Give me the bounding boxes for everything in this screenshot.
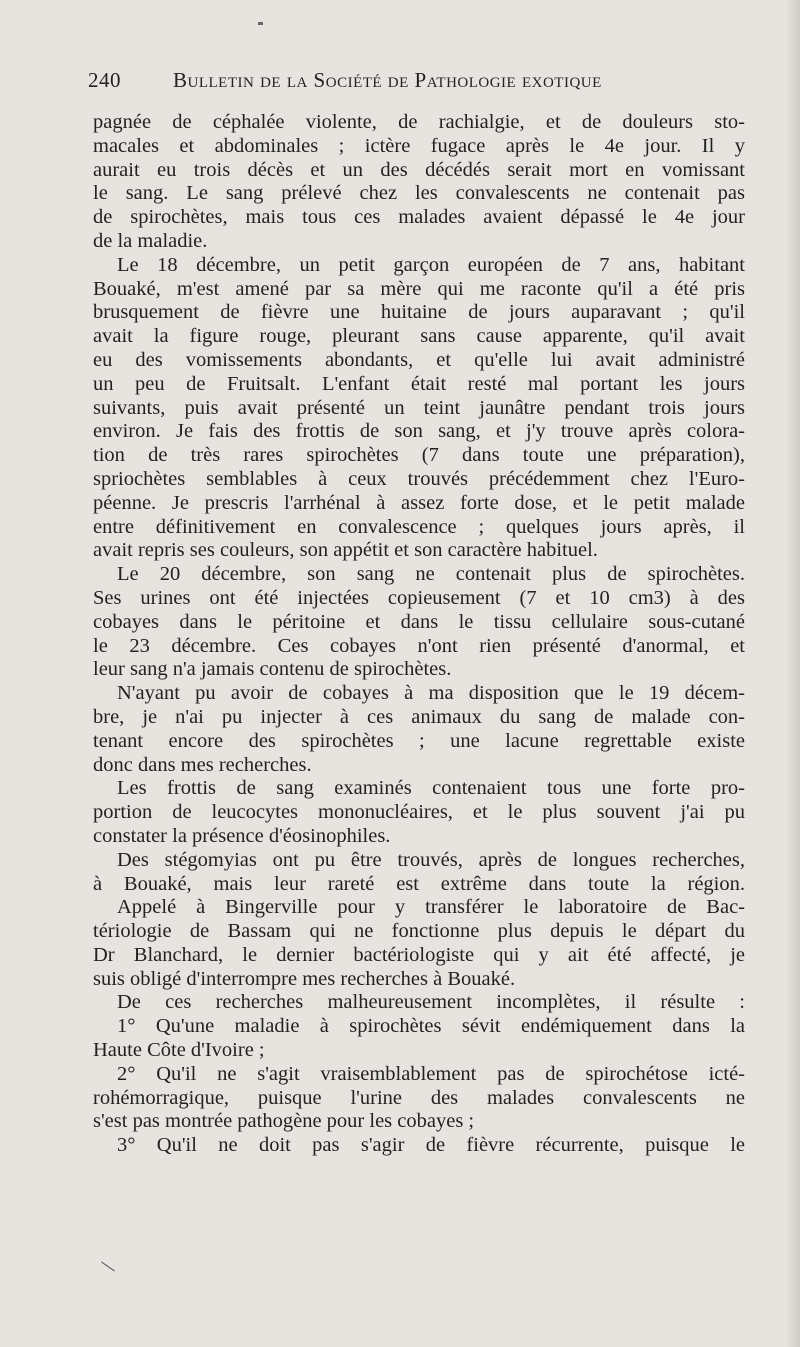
text-line: environ. Je fais des frottis de son sang, et j'y trouve après colora-	[93, 420, 745, 443]
text-line: aurait eu trois décès et un des décédés serait mort en vomissant	[93, 158, 745, 181]
text-line: Appelé à Bingerville pour y transférer le laboratoire de Bac-	[117, 896, 745, 919]
text-line: constater la présence d'éosinophiles.	[93, 824, 391, 847]
text-line: de spirochètes, mais tous ces malades avaient dépassé le 4e jour	[93, 206, 745, 229]
text-line: rohémorragique, puisque l'urine des malades convalescents ne	[93, 1086, 745, 1109]
running-title: Bulletin de la Société de Pathologie exotique	[173, 68, 602, 92]
print-speck	[258, 22, 263, 25]
text-line: 1° Qu'une maladie à spirochètes sévit endémiquement dans la	[117, 1015, 745, 1038]
text-line: brusquement de fièvre une huitaine de jours auparavant ; qu'il	[93, 301, 745, 324]
body-text	[93, 111, 745, 1158]
text-line: s'est pas montrée pathogène pour les cobayes ;	[93, 1110, 475, 1133]
text-line: N'ayant pu avoir de cobayes à ma disposition que le 19 décem-	[117, 682, 745, 705]
text-line: le sang. Le sang prélevé chez les convalescents ne contenait pas	[93, 182, 745, 205]
text-line: tion de très rares spirochètes (7 dans toute une préparation),	[93, 444, 745, 467]
text-line: Bouaké, m'est amené par sa mère qui me raconte qu'il a été pris	[93, 277, 745, 300]
text-line: tenant encore des spirochètes ; une lacune regrettable existe	[93, 729, 745, 752]
text-line: De ces recherches malheureusement incomplètes, il résulte :	[117, 991, 745, 1014]
text-line: portion de leucocytes mononucléaires, et le plus souvent j'ai pu	[93, 801, 745, 824]
text-line: 2° Qu'il ne s'agit vraisemblablement pas de spirochétose icté-	[117, 1062, 745, 1085]
text-line: de la maladie.	[93, 229, 208, 252]
text-line: avait la figure rouge, pleurant sans cause apparente, qu'il avait	[93, 325, 745, 348]
text-line: un peu de Fruitsalt. L'enfant était resté mal portant les jours	[93, 372, 745, 395]
text-line: Haute Côte d'Ivoire ;	[93, 1039, 265, 1062]
text-line: le 23 décembre. Ces cobayes n'ont rien présenté d'anormal, et	[93, 634, 745, 657]
text-line: Des stégomyias ont pu être trouvés, après de longues recherches,	[117, 848, 745, 871]
text-line: à Bouaké, mais leur rareté est extrême dans toute la région.	[93, 872, 745, 895]
text-line: Le 18 décembre, un petit garçon européen de 7 ans, habitant	[117, 253, 745, 276]
text-line: spriochètes semblables à ceux trouvés précédemment chez l'Euro-	[93, 467, 745, 490]
text-line: leur sang n'a jamais contenu de spirochètes.	[93, 658, 452, 681]
text-line: Les frottis de sang examinés contenaient tous une forte pro-	[117, 777, 745, 800]
pencil-mark	[101, 1262, 115, 1272]
page-number: 240	[88, 68, 121, 92]
text-line: Ses urines ont été injectées copieusement (7 et 10 cm3) à des	[93, 586, 745, 609]
text-line: eu des vomissements abondants, et qu'elle lui avait administré	[93, 348, 745, 371]
text-line: donc dans mes recherches.	[93, 753, 312, 776]
page-edge-shadow	[786, 0, 800, 1347]
text-line: macales et abdominales ; ictère fugace après le 4e jour. Il y	[93, 134, 745, 157]
text-line: suis obligé d'interrompre mes recherches à Bouaké.	[93, 967, 516, 990]
text-line: 3° Qu'il ne doit pas s'agir de fièvre récurrente, puisque le	[117, 1134, 745, 1157]
text-line: Le 20 décembre, son sang ne contenait plus de spirochètes.	[117, 563, 745, 586]
text-line: péenne. Je prescris l'arrhénal à assez forte dose, et le petit malade	[93, 491, 745, 514]
text-line: cobayes dans le péritoine et dans le tissu cellulaire sous-cutané	[93, 610, 745, 633]
text-line: Dr Blanchard, le dernier bactériologiste qui y ait été affecté, je	[93, 943, 745, 966]
text-line: bre, je n'ai pu injecter à ces animaux du sang de malade con-	[93, 705, 745, 728]
text-line: tériologie de Bassam qui ne fonctionne plus depuis le départ du	[93, 920, 745, 943]
text-line: pagnée de céphalée violente, de rachialgie, et de douleurs sto-	[93, 111, 745, 133]
text-line: suivants, puis avait présenté un teint jaunâtre pendant trois jours	[93, 396, 745, 419]
text-line: entre définitivement en convalescence ; quelques jours après, il	[93, 515, 745, 538]
running-header	[88, 64, 738, 104]
text-line: avait repris ses couleurs, son appétit et son caractère habituel.	[93, 539, 598, 562]
